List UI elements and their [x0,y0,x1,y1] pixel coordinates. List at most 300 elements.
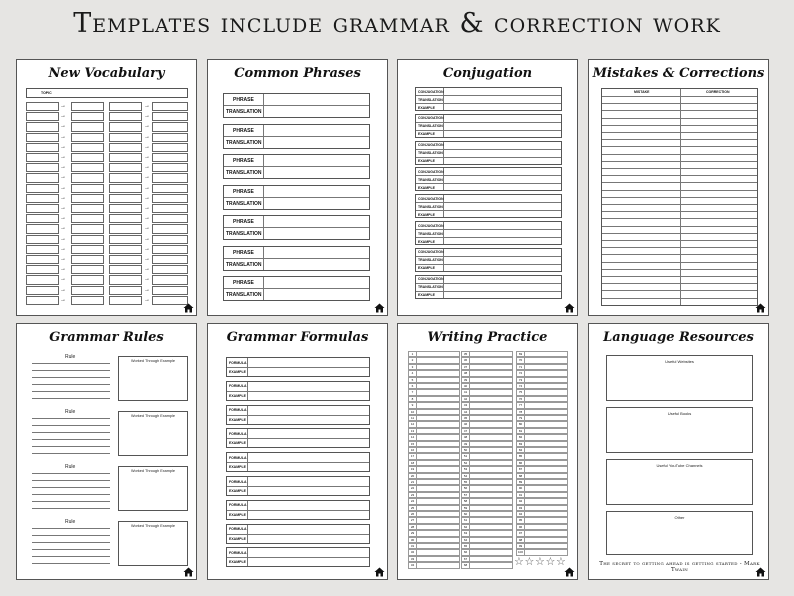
arrow-right-icon: → [60,286,66,293]
vocab-row [17,265,197,275]
home-icon [374,303,385,313]
translation-label: TRANSLATION [418,177,443,182]
vocab-row [17,204,197,214]
arrow-right-icon: → [144,123,150,130]
conjugation-block [415,221,562,245]
translation-label: TRANSLATION [418,204,443,209]
conjugation-block [415,275,562,299]
table-row-line [602,290,757,291]
arrow-right-icon: → [144,245,150,252]
line-number: 51 [462,454,470,458]
line-number: 68 [462,563,470,567]
line-number: 64 [462,538,470,542]
home-icon [374,567,385,577]
vocab-cell [26,265,59,274]
line-number: 53 [462,467,470,471]
line-number: 66 [462,550,470,554]
correction-header: CORRECTION [706,90,730,94]
line-number: 15 [409,442,417,446]
home-icon [183,567,194,577]
line-number: 3 [409,365,417,369]
table-row-line [602,103,757,104]
vocab-cell [109,143,142,152]
star-icon: ☆ [524,556,535,568]
table-row-line [602,197,757,198]
table-row-line [602,182,757,183]
line-number: 50 [462,448,470,452]
line-number: 10 [409,410,417,414]
vocab-cell [109,173,142,182]
home-icon [183,303,194,313]
resource-box [606,459,753,505]
example-label: EXAMPLE [229,417,246,422]
arrow-right-icon: → [144,194,150,201]
arrow-right-icon: → [144,103,150,109]
formula-block [226,524,370,544]
arrow-right-icon: → [144,113,150,120]
formula-label: FORMULA [229,479,247,484]
vocab-row [17,296,197,306]
formula-block [226,405,370,425]
resource-box-label: Useful YouTube Channels [656,463,703,468]
language-resources-template-card [588,323,769,580]
translation-label: TRANSLATION [418,124,443,129]
line-number: 24 [409,499,417,503]
arrow-right-icon: → [60,276,66,283]
vocab-cell [109,275,142,284]
vocab-row [17,173,197,183]
line-number: 35 [462,352,470,356]
line-number: 8 [409,397,417,401]
worked-example-label: Worked Through Example [131,414,175,418]
writing-practice-template-card [397,323,578,580]
translation-label: TRANSLATION [226,200,262,207]
worked-example-box [118,521,188,566]
formula-label: FORMULA [229,360,247,365]
arrow-right-icon: → [144,164,150,171]
arrow-right-icon: → [60,256,66,262]
arrow-right-icon: → [144,143,150,150]
star-icon: ☆ [535,556,545,568]
vocab-cell [152,194,188,203]
star-icon: ☆ [556,556,566,568]
arrow-right-icon: → [60,194,66,201]
line-number: 12 [409,422,417,426]
example-label: EXAMPLE [229,393,246,398]
phrase-label: PHRASE [233,97,254,103]
line-number: 75 [517,390,525,394]
formula-block [226,547,370,567]
mistake-header: MISTAKE [634,90,650,94]
line-number: 72 [517,371,525,375]
vocab-cell [109,133,142,142]
example-label: EXAMPLE [418,293,435,298]
resource-box-label: Other [674,515,685,520]
formula-label: FORMULA [229,384,247,389]
vocab-cell [109,224,142,233]
line-number: 90 [517,486,525,490]
arrow-right-icon: → [144,276,150,283]
translation-label: TRANSLATION [226,109,262,115]
line-number: 94 [517,512,525,516]
vocab-cell [152,265,188,274]
example-label: EXAMPLE [229,489,246,493]
line-number: 77 [517,403,525,407]
vocab-cell [152,153,188,162]
vocab-cell [71,204,104,213]
translation-label: TRANSLATION [418,151,443,156]
line-number: 38 [462,371,470,375]
worked-example-box [118,411,188,456]
vocab-cell [71,275,104,284]
arrow-right-icon: → [60,225,66,232]
conjugation-block [415,87,562,111]
line-number: 78 [517,410,525,414]
vocab-cell [152,112,188,121]
vocab-cell [152,173,188,182]
line-number: 47 [462,429,470,433]
quote-text: The secret to getting ahead is getting started - Mark Twain [599,561,760,573]
vocab-row [17,255,197,265]
formula-block [226,452,370,472]
line-number: 28 [409,525,417,529]
vocab-cell [109,153,142,162]
line-number: 100 [517,550,523,555]
vocab-row [17,102,197,112]
vocab-cell [26,133,59,142]
arrow-right-icon: → [144,286,150,293]
example-label: EXAMPLE [229,512,246,517]
rule-block [17,519,197,569]
arrow-right-icon: → [60,215,66,222]
vocab-cell [109,102,142,111]
vocab-row [17,224,197,234]
line-number: 26 [409,512,417,516]
vocab-cell [26,143,59,152]
vocab-cell [71,255,104,264]
arrow-right-icon: → [144,235,150,242]
conjugation-block [415,114,562,138]
vocab-cell [71,224,104,233]
vocab-cell [26,235,59,244]
line-number: 2 [409,358,417,362]
line-number: 39 [462,378,470,382]
conjugation-label: CONJUGATION [418,250,444,255]
vocab-cell [26,194,59,203]
vocab-cell [71,153,104,162]
line-number: 80 [517,422,525,426]
line-number: 97 [517,531,525,535]
worked-example-box [118,466,188,511]
vocab-cell [71,235,104,244]
vocab-cell [71,245,104,254]
translation-label: TRANSLATION [418,258,443,263]
line-number: 92 [517,499,525,503]
line-number: 22 [409,486,417,490]
translation-label: TRANSLATION [226,231,262,237]
vocab-cell [109,184,142,193]
line-number: 16 [409,448,417,452]
conjugation-label: CONJUGATION [418,223,444,228]
line-number: 70 [517,358,525,362]
phrase-label: PHRASE [233,158,254,164]
formula-label: FORMULA [229,527,247,532]
formula-label: FORMULA [229,455,247,460]
formula-block [226,428,370,448]
line-number: 86 [517,461,525,465]
phrase-block [223,93,370,118]
writing-line [516,549,568,555]
vocab-cell [109,112,142,121]
vocab-cell [26,122,59,131]
arrow-right-icon: → [60,133,66,140]
table-row-line [602,175,757,176]
arrow-right-icon: → [60,205,66,211]
line-number: 31 [409,544,417,548]
worked-example-label: Worked Through Example [131,469,175,473]
line-number: 73 [517,378,525,382]
rule-label: Rule [65,464,76,470]
arrow-right-icon: → [60,103,66,109]
line-number: 84 [517,448,525,452]
vocab-cell [71,133,104,142]
resource-box [606,355,753,401]
line-number: 5 [409,378,417,382]
page-headline: Templates include grammar & correction work [73,8,721,39]
arrow-right-icon: → [60,266,66,273]
arrow-right-icon: → [144,184,150,191]
vocab-row [17,112,197,122]
arrow-right-icon: → [60,164,66,171]
conjugation-block [415,141,562,165]
conjugation-label: CONJUGATION [418,277,444,282]
line-number: 36 [462,358,470,362]
translation-label: TRANSLATION [418,97,443,102]
phrase-label: PHRASE [233,249,254,256]
conjugation-block [415,248,562,272]
line-number: 7 [409,390,417,394]
vocab-row [17,133,197,143]
formula-label: FORMULA [229,503,247,508]
table-row-line [602,190,757,191]
vocab-cell [26,204,59,213]
arrow-right-icon: → [60,154,66,160]
line-number: 44 [462,410,470,414]
arrow-right-icon: → [144,256,150,262]
table-row-line [602,218,757,219]
table-row-line [602,118,757,119]
arrow-right-icon: → [144,174,150,181]
home-icon [564,303,575,313]
vocab-cell [26,153,59,162]
example-label: EXAMPLE [229,536,246,541]
table-row-line [602,240,757,241]
vocab-cell [109,163,142,172]
example-label: EXAMPLE [418,239,435,244]
table-row-line [602,269,757,270]
example-label: EXAMPLE [229,560,246,565]
grammar-formulas-template-card [207,323,388,580]
formula-block [226,381,370,401]
resource-box-label: Useful Websites [665,359,694,364]
line-number: 37 [462,365,470,369]
translation-label: TRANSLATION [226,170,262,176]
translation-label: TRANSLATION [226,139,262,146]
phrase-label: PHRASE [233,219,254,225]
phrase-block [223,215,370,240]
line-number: 91 [517,493,525,497]
line-number: 45 [462,416,470,420]
vocabulary-template-card [16,59,197,316]
line-number: 61 [462,518,470,522]
vocab-cell [152,214,188,223]
table-row-line [602,132,757,133]
line-number: 54 [462,474,470,478]
vocab-cell [109,194,142,203]
phrase-label: PHRASE [233,280,254,286]
home-icon [564,567,575,577]
line-number: 93 [517,506,525,510]
vocab-cell [71,214,104,223]
conjugation-label: CONJUGATION [418,169,444,174]
formula-label: FORMULA [229,431,247,436]
vocab-cell [109,265,142,274]
vocab-cell [71,143,104,152]
worked-example-label: Worked Through Example [131,359,175,363]
rule-label: Rule [65,354,76,360]
vocab-cell [152,224,188,233]
vocab-cell [152,286,188,295]
vocab-cell [26,255,59,264]
table-row-line [602,233,757,234]
phrase-block [223,185,370,210]
line-number: 85 [517,454,525,458]
line-number: 99 [517,544,525,548]
line-number: 23 [409,493,417,497]
vocab-row [17,194,197,204]
resource-box [606,511,753,555]
example-label: EXAMPLE [229,465,246,470]
line-number: 67 [462,557,470,561]
vocab-cell [26,245,59,254]
vocab-cell [152,235,188,244]
card-title: Language Resources [603,330,754,345]
line-number: 17 [409,454,417,458]
home-icon [755,567,766,577]
table-row-line [602,168,757,169]
vocab-cell [109,122,142,131]
vocab-cell [26,296,59,305]
rule-label: Rule [65,409,76,415]
example-label: EXAMPLE [418,159,435,164]
vocab-cell [109,255,142,264]
vocab-cell [152,133,188,142]
rule-label: Rule [65,519,76,525]
worked-example-label: Worked Through Example [131,524,175,528]
card-title: Writing Practice [427,330,548,345]
line-number: 63 [462,531,470,535]
vocab-cell [152,204,188,213]
writing-line [408,562,460,568]
arrow-right-icon: → [144,133,150,140]
vocab-cell [109,235,142,244]
example-label: EXAMPLE [418,105,435,110]
line-number: 76 [517,397,525,401]
line-number: 71 [517,365,525,369]
arrow-right-icon: → [60,143,66,150]
formula-block [226,500,370,520]
line-number: 14 [409,435,417,439]
table-row-line [602,146,757,147]
formula-label: FORMULA [229,550,247,555]
arrow-right-icon: → [60,113,66,120]
vocab-row [17,184,197,194]
vocab-cell [152,255,188,264]
phrase-block [223,246,370,271]
conjugation-block [415,194,562,218]
arrow-right-icon: → [144,205,150,211]
table-row-line [602,211,757,212]
vocab-cell [26,214,59,223]
example-label: EXAMPLE [229,441,246,446]
vocab-cell [152,163,188,172]
line-number: 21 [409,480,417,484]
vocab-cell [26,102,59,111]
example-label: EXAMPLE [418,185,435,190]
example-label: EXAMPLE [418,132,435,137]
line-number: 56 [462,486,470,490]
line-number: 98 [517,538,525,542]
line-number: 62 [462,525,470,529]
translation-label: TRANSLATION [226,261,262,268]
arrow-right-icon: → [144,266,150,273]
mistakes-table [601,88,758,306]
topic-label: TOPIC [41,91,52,95]
line-number: 41 [462,390,470,394]
vocab-cell [109,286,142,295]
vocab-cell [71,163,104,172]
vocab-cell [109,214,142,223]
table-row-line [602,298,757,299]
line-number: 88 [517,474,525,478]
arrow-right-icon: → [60,184,66,191]
line-number: 74 [517,384,525,388]
arrow-right-icon: → [60,245,66,252]
card-title: Grammar Formulas [226,330,369,345]
translation-label: TRANSLATION [226,292,262,298]
star-icon: ☆ [545,556,556,568]
table-row-line [602,125,757,126]
table-row-line [602,204,757,205]
line-number: 49 [462,442,470,446]
line-number: 58 [462,499,470,503]
line-number: 52 [462,461,470,465]
table-row-line [602,154,757,155]
vocab-cell [26,163,59,172]
line-number: 82 [517,435,525,439]
arrow-right-icon: → [144,215,150,222]
rule-block [17,354,197,404]
line-number: 96 [517,525,525,529]
line-number: 1 [409,352,417,356]
arrow-right-icon: → [144,154,150,160]
line-number: 33 [409,557,417,561]
phrase-label: PHRASE [233,127,254,134]
vocab-cell [26,184,59,193]
conjugation-label: CONJUGATION [418,116,444,121]
line-number: 87 [517,467,525,471]
line-number: 48 [462,435,470,439]
